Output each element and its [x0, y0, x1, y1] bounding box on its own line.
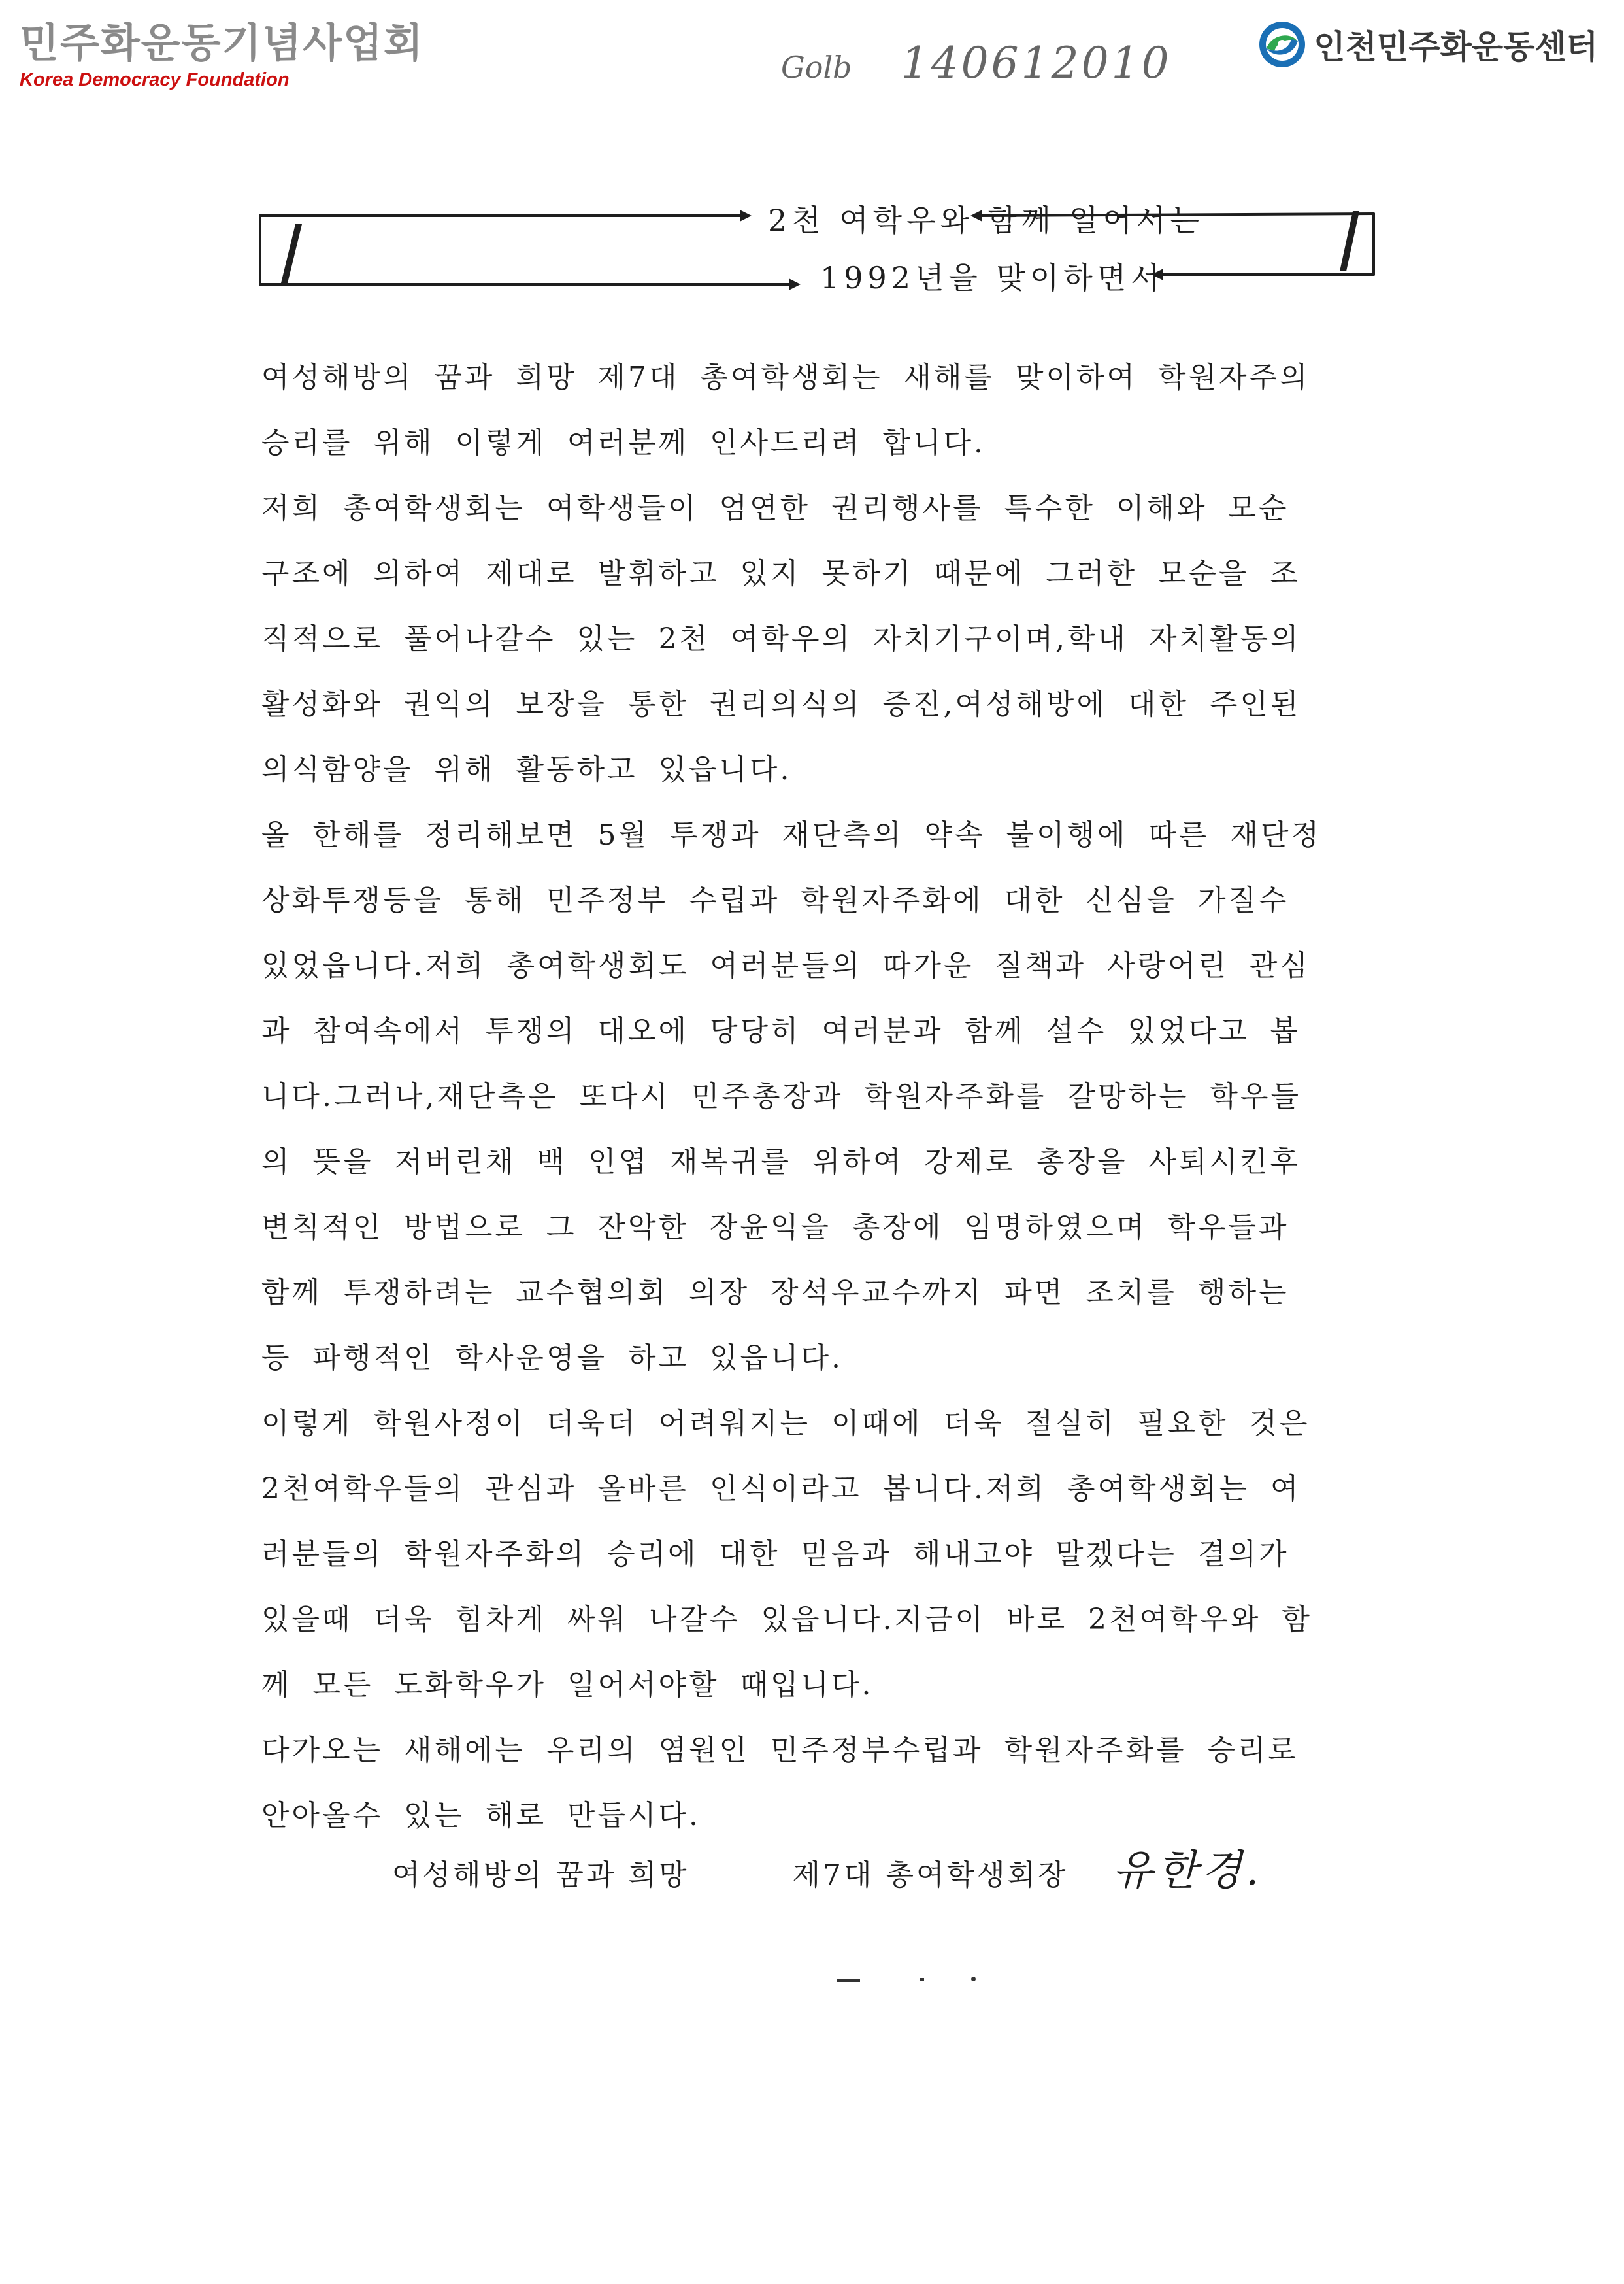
text-line: 2천여학우들의 관심과 올바른 인식이라고 봅니다.저희 총여학생회는 여: [261, 1472, 1301, 1505]
banner-title-line2: 1992년을 맞이하면서: [820, 260, 1165, 295]
signature-name: 유한경.: [1112, 1847, 1263, 1895]
text-line: 있을때 더욱 힘차게 싸워 나갈수 있읍니다.지금이 바로 2천여학우와 함: [261, 1603, 1312, 1636]
text-line: 활성화와 권익의 보장을 통한 권리의식의 증진,여성해방에 대한 주인된: [261, 688, 1301, 721]
signature-line: [392, 1837, 1263, 1897]
text-line: 등 파행적인 학사운영을 하고 있읍니다.: [261, 1341, 843, 1375]
text-line: 다가오는 새해에는 우리의 염원인 민주정부수립과 학원자주화를 승리로: [261, 1734, 1299, 1767]
text-line: 구조에 의하여 제대로 발휘하고 있지 못하기 때문에 그러한 모순을 조: [261, 557, 1301, 590]
archive-code: [781, 38, 1172, 88]
title-banner: [255, 186, 1379, 304]
paragraph: [261, 1391, 1418, 1718]
text-line: 직적으로 풀어나갈수 있는 2천 여학우의 자치기구이며,학내 자치활동의: [261, 622, 1301, 656]
kdf-logo: [20, 18, 424, 92]
paragraph: [261, 1718, 1418, 1849]
text-line: 승리를 위해 이렇게 여러분께 인사드리려 합니다.: [261, 426, 986, 460]
text-line: 의 뜻을 저버린채 백 인엽 재복귀를 위하여 강제로 총장을 사퇴시킨후: [261, 1145, 1301, 1179]
text-line: 러분들의 학원자주화의 승리에 대한 믿음과 해내고야 말겠다는 결의가: [261, 1537, 1289, 1571]
text-line: 니다.그러나,재단측은 또다시 민주총장과 학원자주화를 갈망하는 학우들: [261, 1080, 1302, 1113]
text-line: 안아올수 있는 해로 만듭시다.: [261, 1799, 701, 1832]
incheon-center-logo: [1257, 20, 1598, 69]
paragraph: [261, 476, 1418, 803]
archive-code-number: 140612010: [901, 38, 1172, 88]
letter-body: [261, 345, 1418, 1849]
scan-mark: [920, 1978, 924, 1981]
banner-title-line1: 2천 여학우와 함께 일어서는: [768, 203, 1204, 238]
scan-mark: [971, 1977, 976, 1981]
text-line: 과 참여속에서 투쟁의 대오에 당당히 여러분과 함께 설수 있었다고 봅: [261, 1015, 1301, 1048]
incheon-center-name: 인천민주화운동센터: [1314, 28, 1598, 66]
text-line: 이렇게 학원사정이 더욱더 어려워지는 이때에 더욱 절실히 필요한 것은: [261, 1407, 1310, 1440]
signature-title: 제7대 총여학생회장: [792, 1858, 1069, 1892]
text-line: 의식함양을 위해 활동하고 있읍니다.: [261, 753, 792, 786]
swirl-logo-icon: [1257, 20, 1307, 69]
text-line: 변칙적인 방법으로 그 잔악한 장윤익을 총장에 임명하였으며 학우들과: [261, 1211, 1289, 1244]
text-line: 올 한해를 정리해보면 5월 투쟁과 재단측의 약속 불이행에 따른 재단정: [261, 818, 1321, 852]
kdf-logo-korean: 민주화운동기념사업회: [20, 19, 424, 67]
signature-org: 여성해방의 꿈과 희망: [392, 1858, 689, 1892]
archive-code-prefix: Golb: [781, 50, 852, 85]
scan-mark: [837, 1979, 860, 1982]
text-line: 여성해방의 꿈과 희망 제7대 총여학생회는 새해를 맞이하여 학원자주의: [261, 361, 1310, 394]
paragraph: [261, 345, 1418, 476]
text-line: 께 모든 도화학우가 일어서야할 때입니다.: [261, 1668, 874, 1702]
text-line: 저희 총여학생회는 여학생들이 엄연한 권리행사를 특수한 이해와 모순: [261, 492, 1289, 525]
kdf-logo-english: Korea Democracy Foundation: [20, 69, 290, 90]
text-line: 상화투쟁등을 통해 민주정부 수립과 학원자주화에 대한 신심을 가질수: [261, 884, 1289, 917]
paragraph: [261, 803, 1418, 1391]
text-line: 함께 투쟁하려는 교수협의회 의장 장석우교수까지 파면 조치를 행하는: [261, 1276, 1289, 1309]
text-line: 있었읍니다.저희 총여학생회도 여러분들의 따가운 질책과 사랑어린 관심: [261, 949, 1311, 982]
